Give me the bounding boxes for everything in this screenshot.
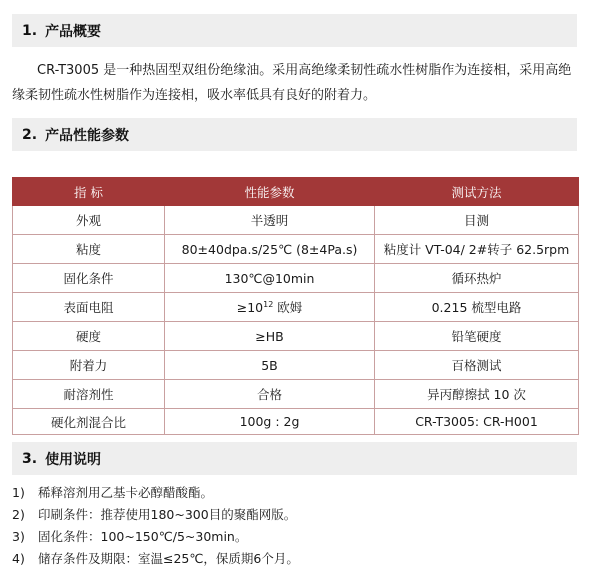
cell-method: 0.215 梳型电路	[375, 293, 579, 322]
cell-item: 附着力	[13, 351, 165, 380]
section-title: 产品性能参数	[45, 127, 130, 144]
cell-value: 5B	[165, 351, 375, 380]
cell-method: 铅笔硬度	[375, 322, 579, 351]
cell-item: 耐溶剂性	[13, 380, 165, 409]
cell-item: 表面电阻	[13, 293, 165, 322]
cell-method: 目测	[375, 206, 579, 235]
cell-method: 百格测试	[375, 351, 579, 380]
list-index: 2)	[12, 507, 25, 522]
table-header-row	[13, 178, 579, 206]
table-row	[13, 380, 579, 409]
section-number: 2.	[22, 126, 38, 143]
list-text: 印刷条件：推荐使用180~300目的聚酯网版。	[38, 507, 297, 522]
section-header-specs	[12, 118, 577, 151]
list-index: 4)	[12, 551, 25, 566]
cell-item: 硬度	[13, 322, 165, 351]
cell-value: 80±40dpa.s/25℃ (8±4Pa.s)	[165, 235, 375, 264]
spec-table	[12, 177, 579, 435]
value-superscript: 12	[263, 299, 274, 309]
table-row	[13, 351, 579, 380]
section-header-overview	[12, 14, 577, 47]
table-row	[13, 206, 579, 235]
list-item	[12, 482, 587, 504]
cell-item: 硬化剂混合比	[13, 409, 165, 435]
section-header-usage	[12, 442, 577, 475]
table-row	[13, 322, 579, 351]
table-row	[13, 409, 579, 435]
cell-value: 130℃@10min	[165, 264, 375, 293]
list-item	[12, 504, 587, 526]
cell-value: 半透明	[165, 206, 375, 235]
section-title: 使用说明	[45, 451, 102, 468]
list-index: 1)	[12, 485, 25, 500]
section-number: 3.	[22, 450, 38, 467]
cell-method: 循环热炉	[375, 264, 579, 293]
table-row	[13, 235, 579, 264]
list-text: 储存条件及期限：室温≤25℃，保质期6个月。	[38, 551, 299, 566]
cell-method: 异丙醇擦拭 10 次	[375, 380, 579, 409]
cell-value: ≥HB	[165, 322, 375, 351]
header-item: 指 标	[13, 178, 165, 206]
list-item	[12, 526, 587, 548]
list-text: 固化条件：100~150℃/5~30min。	[38, 529, 248, 544]
value-prefix: ≥10	[236, 300, 264, 315]
section-title: 产品概要	[45, 23, 102, 40]
cell-value: 100g : 2g	[165, 409, 375, 435]
usage-list	[12, 482, 587, 570]
cell-item: 粘度	[13, 235, 165, 264]
value-suffix: 欧姆	[273, 300, 303, 315]
overview-paragraph: CR-T3005 是一种热固型双组份绝缘油。采用高绝缘柔韧性疏水性树脂作为连接相，采用高绝缘柔韧性疏水性树脂作为连接相，吸水率低具有良好的附着力。	[12, 63, 572, 103]
section-number: 1.	[22, 22, 38, 39]
cell-method: CR-T3005: CR-H001	[375, 409, 579, 435]
header-method: 测试方法	[375, 178, 579, 206]
list-text: 稀释溶剂用乙基卡必醇醋酸酯。	[38, 485, 214, 500]
cell-value: 合格	[165, 380, 375, 409]
table-row	[13, 264, 579, 293]
list-item	[12, 548, 587, 570]
cell-value	[165, 293, 375, 322]
table-row	[13, 293, 579, 322]
header-value: 性能参数	[165, 178, 375, 206]
list-index: 3)	[12, 529, 25, 544]
cell-item: 外观	[13, 206, 165, 235]
cell-method: 粘度计 VT-04/ 2#转子 62.5rpm	[375, 235, 579, 264]
cell-item: 固化条件	[13, 264, 165, 293]
